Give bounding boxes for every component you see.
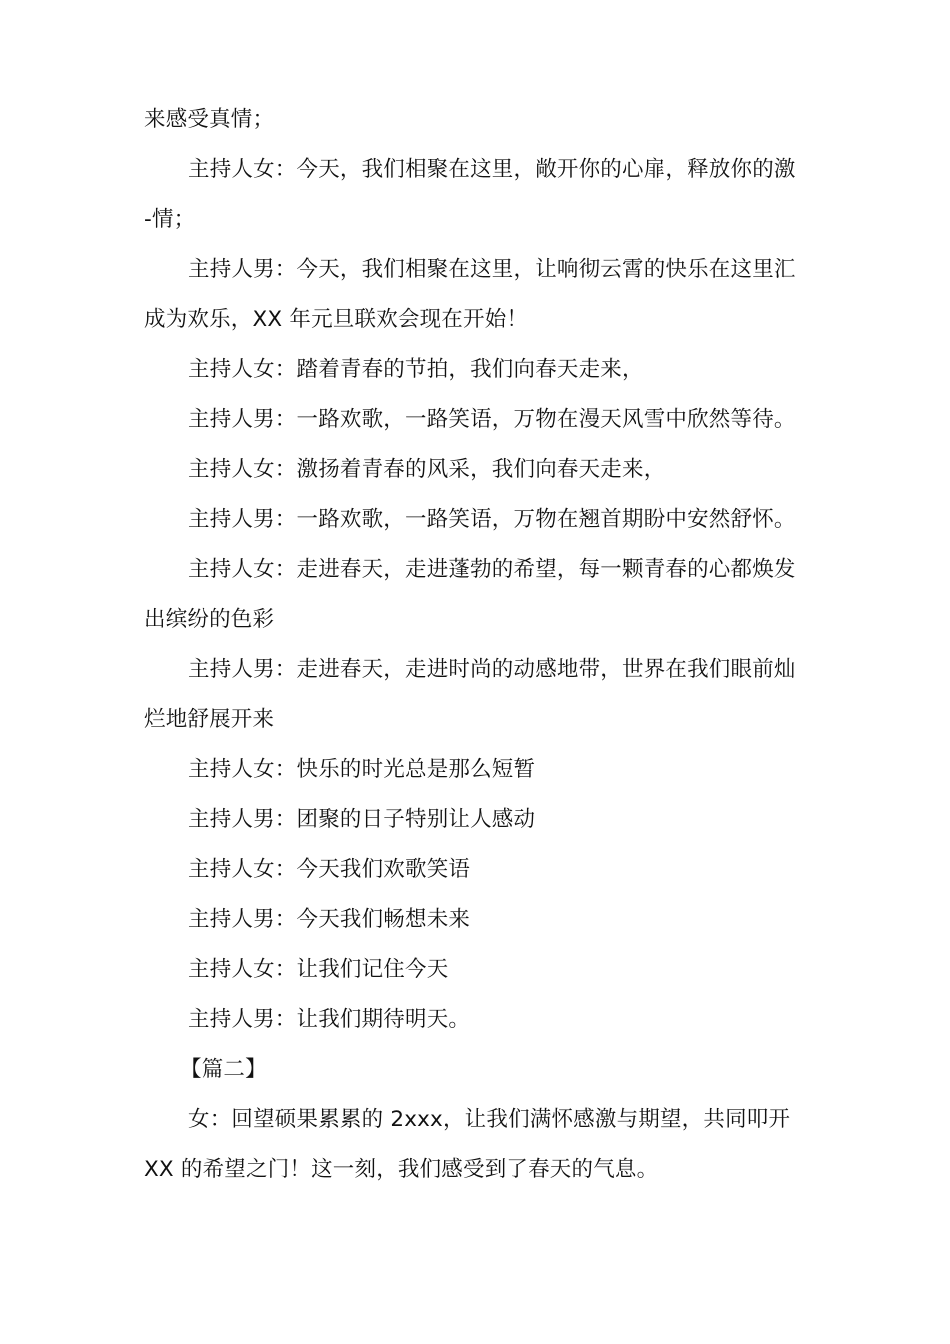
text-line: 主持人女：踏着青春的节拍，我们向春天走来，	[188, 357, 644, 382]
text-line: 出缤纷的色彩	[144, 607, 275, 632]
text-line: 主持人女：快乐的时光总是那么短暂	[188, 757, 536, 782]
text-line: 主持人女：让我们记住今天	[188, 957, 449, 982]
text-line: 成为欢乐，XX 年元旦联欢会现在开始！	[144, 307, 529, 332]
section-heading: 【篇二】	[180, 1057, 267, 1082]
text-line: 主持人男：今天我们畅想未来	[188, 907, 471, 932]
text-line: 主持人女：今天我们欢歌笑语	[188, 857, 471, 882]
text-line: -情；	[144, 207, 196, 232]
document-body	[144, 95, 816, 1195]
text-line: 烂地舒展开来	[144, 707, 275, 732]
text-line: 主持人男：一路欢歌，一路笑语，万物在漫天风雪中欣然等待。	[188, 407, 796, 432]
text-line: 主持人女：激扬着青春的风采，我们向春天走来，	[188, 457, 666, 482]
text-line: 主持人女：今天，我们相聚在这里，敞开你的心扉，释放你的激	[188, 157, 796, 182]
text-line: 主持人男：一路欢歌，一路笑语，万物在翘首期盼中安然舒怀。	[188, 507, 796, 532]
text-line: 主持人男：走进春天，走进时尚的动感地带，世界在我们眼前灿	[188, 657, 796, 682]
text-line: XX 的希望之门！这一刻，我们感受到了春天的气息。	[144, 1157, 659, 1182]
text-line: 主持人女：走进春天，走进蓬勃的希望，每一颗青春的心都焕发	[188, 557, 796, 582]
text-line: 主持人男：团聚的日子特别让人感动	[188, 807, 536, 832]
text-line: 主持人男：让我们期待明天。	[188, 1007, 471, 1032]
text-line: 女：回望硕果累累的 2xxx，让我们满怀感激与期望，共同叩开	[188, 1107, 791, 1132]
text-line: 来感受真情；	[144, 107, 275, 132]
text-line: 主持人男：今天，我们相聚在这里，让响彻云霄的快乐在这里汇	[188, 257, 796, 282]
